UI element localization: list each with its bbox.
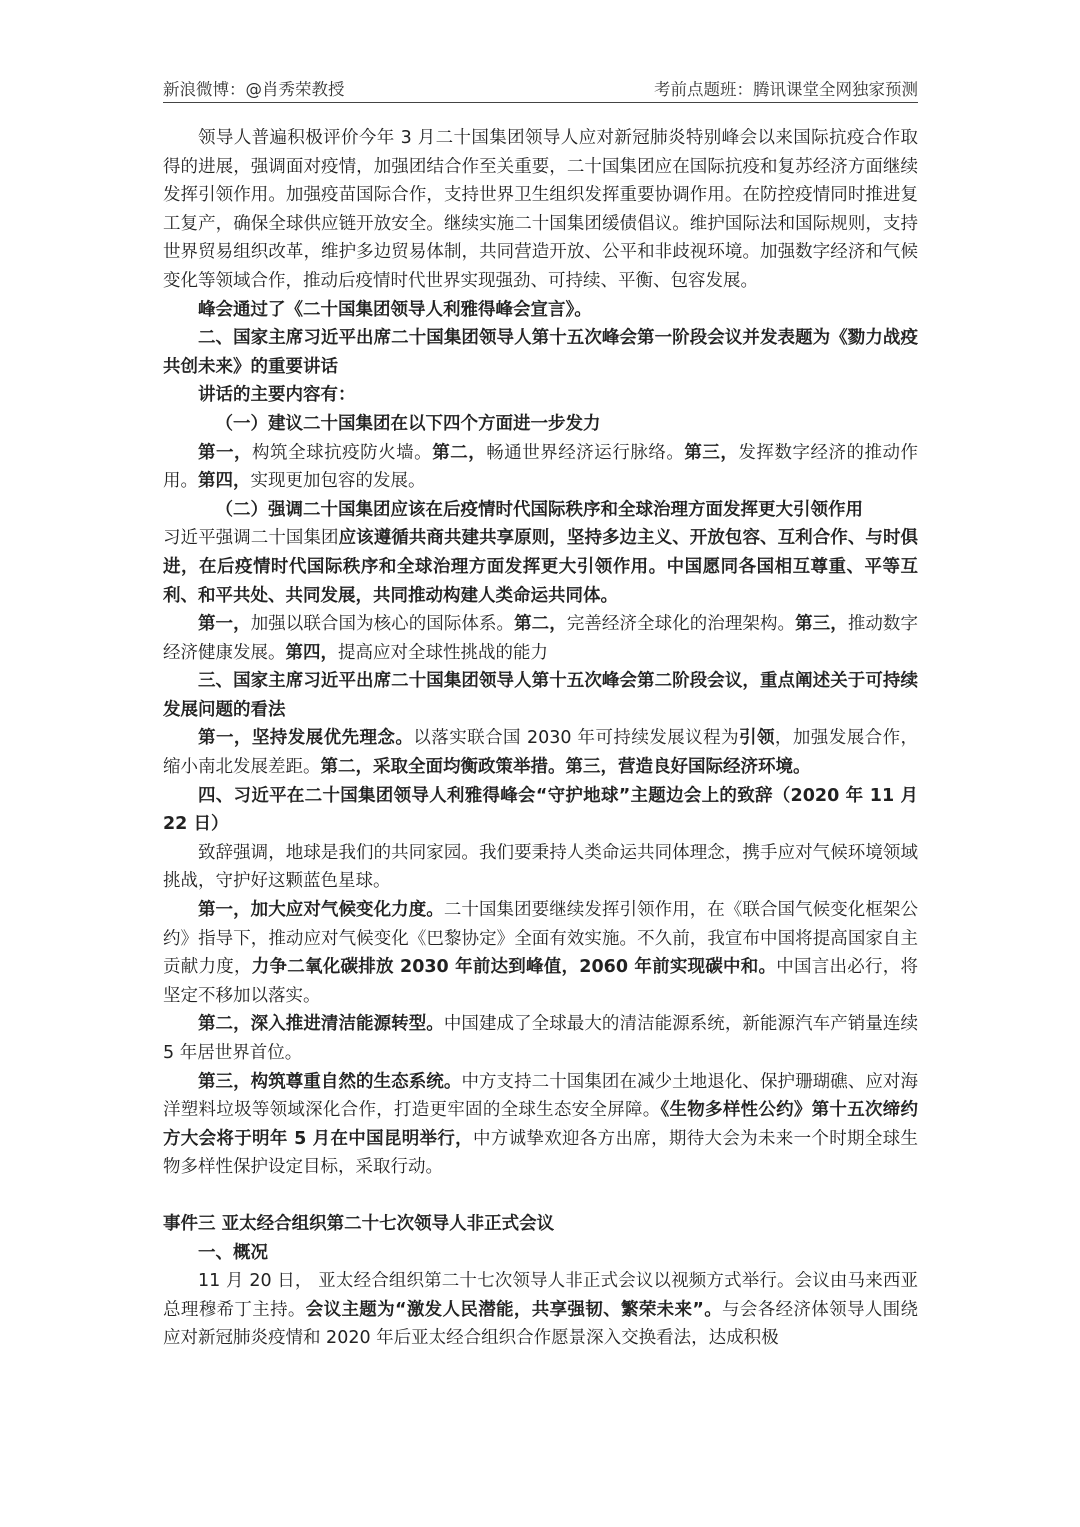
- paragraph-multilateralism: [163, 524, 918, 610]
- paragraph-clean-energy: [163, 1010, 918, 1067]
- first-text: 构筑全球抗疫防火墙。: [252, 442, 433, 463]
- paragraph-ecosystem: [163, 1068, 918, 1182]
- multilateralism-bold: 应该遵循共商共建共享原则，坚持多边主义、开放包容、互利合作、与时俱进，在后疫情时代国际秩序和全球治理方面发挥更大引领作用。中国愿同各国相互尊重、平等互利、和平共处、共同发展，共同推动构建人类命运共同体。: [163, 528, 919, 606]
- second-text: 完善经济全球化的治理架构。: [566, 614, 796, 635]
- apec-theme-bold: 会议主题为“激发人民潜能，共享强韧、繁荣未来”。: [305, 1299, 723, 1320]
- header-course-text: 考前点题班：腾讯课堂全网独家预测: [654, 80, 918, 99]
- multilateralism-lead: 习近平强调二十国集团: [163, 528, 339, 549]
- paragraph-apec-overview: [163, 1267, 918, 1353]
- second-marker: 第二，: [432, 442, 487, 463]
- paragraph-development: [163, 724, 918, 781]
- paragraph-leaders-evaluation: 领导人普遍积极评价今年 3 月二十国集团领导人应对新冠肺炎特别峰会以来国际抗疫合作取得的进展，强调面对疫情，加强团结合作至关重要，二十国集团应在国际抗疫和复苏经济方面继续发挥引领作用。加强疫苗国际合作，支持世界卫生组织发挥重要协调作用。在防控疫情同时推进复工复产，确保全球供应链开放安全。继续实施二十国集团缓债倡议。维护国际法和国际规则，支持世界贸易组织改革，维护多边贸易体制，共同营造开放、公平和非歧视环境。加强数字经济和气候变化等领域合作，推动后疫情时代世界实现强劲、可持续、平衡、包容发展。: [163, 128, 918, 291]
- biodiversity-bold: 《生物多样性公约》第十五次缔约方大会将于明年 5 月在中国昆明举行，: [163, 1100, 918, 1149]
- paragraph-earth-home: 致辞强调，地球是我们的共同家园。我们要秉持人类命运共同体理念，携手应对气候环境领域挑战，守护好这颗蓝色星球。: [163, 842, 918, 892]
- paragraph-climate: [163, 896, 918, 1010]
- development-lead-bold: 引领: [739, 728, 775, 749]
- second-text: 畅通世界经济运行脉络。: [486, 442, 685, 463]
- header-weibo-text: 新浪微博：@肖秀荣教授: [163, 80, 345, 99]
- overview-heading: 一、概况: [198, 1242, 268, 1263]
- paragraph-declaration: 峰会通过了《二十国集团领导人利雅得峰会宣言》。: [198, 299, 592, 320]
- development-first-text: 以落实联合国 2030 年可持续发展议程为: [413, 728, 740, 749]
- first-marker: 第一，: [198, 442, 253, 463]
- ecosystem-text: 中方支持二十国集团在减少土地退化、保护珊瑚礁、应对海洋塑料垃圾等领域深化合作，打造更牢固的全球生态安全屏障。: [163, 1071, 918, 1121]
- section-heading-4: 四、习近平在二十国集团领导人利雅得峰会“守护地球”主题边会上的致辞（2020 年 11 月 22 日）: [163, 785, 918, 835]
- section-gap: [163, 1182, 918, 1210]
- section-heading-3: 三、国家主席习近平出席二十国集团领导人第十五次峰会第二阶段会议，重点阐述关于可持续发展问题的看法: [163, 671, 918, 720]
- fourth-marker: 第四，: [198, 471, 251, 492]
- first-marker: 第一，: [198, 614, 251, 635]
- ecosystem-third-bold: 第三，构筑尊重自然的生态系统。: [198, 1071, 462, 1092]
- fourth-text: 提高应对全球性挑战的能力: [338, 642, 548, 663]
- development-cooperation-text: ，加强发展合作，缩小南北发展差距。: [163, 728, 919, 778]
- apec-intro-text: 11 月 20 日， 亚太经合组织第二十七次领导人非正式会议以视频方式举行。会议由马来西亚总理穆希丁主持。: [163, 1271, 918, 1320]
- energy-text: 中国建成了全球最大的清洁能源系统，新能源汽车产销量连续 5 年居世界首位。: [163, 1014, 918, 1063]
- page-header: [163, 76, 918, 103]
- third-text: 发挥数字经济的推动作用。: [163, 442, 919, 492]
- second-marker: 第二，: [514, 614, 567, 635]
- paragraph-un-system: [163, 610, 918, 667]
- climate-text: 二十国集团要继续发挥引领作用，在《联合国气候变化框架公约》指导下，推动应对气候变化《巴黎协定》全面有效实施。不久前，我宣布中国将提高国家自主贡献力度，: [163, 900, 918, 978]
- climate-first-bold: 第一，加大应对气候变化力度。: [198, 900, 444, 921]
- carbon-neutral-bold: 力争二氧化碳排放 2030 年前达到峰值，2060 年前实现碳中和。: [251, 957, 777, 978]
- development-first-bold: 第一，坚持发展优先理念。: [198, 728, 414, 749]
- first-text: 加强以联合国为核心的国际体系。: [250, 614, 515, 635]
- fourth-marker: 第四，: [285, 642, 338, 663]
- third-text: 推动数字经济健康发展。: [163, 614, 918, 663]
- third-marker: 第三，: [795, 614, 848, 635]
- event-three-heading: 事件三 亚太经合组织第二十七次领导人非正式会议: [163, 1213, 555, 1234]
- energy-second-bold: 第二，深入推进清洁能源转型。: [198, 1014, 444, 1035]
- biodiversity-text: 中方诚挚欢迎各方出席，期待大会为未来一个时期全球生物多样性保护设定目标，采取行动。: [163, 1128, 918, 1178]
- apec-discussion-text: 与会各经济体领导人围绕应对新冠肺炎疫情和 2020 年后亚太经合组织合作愿景深入交换看法，达成积极: [163, 1299, 918, 1349]
- subheading-1: （一）建议二十国集团在以下四个方面进一步发力: [215, 413, 601, 434]
- speech-content-label: 讲话的主要内容有：: [198, 385, 356, 406]
- third-marker: 第三，: [684, 442, 739, 463]
- section-heading-2: 二、国家主席习近平出席二十国集团领导人第十五次峰会第一阶段会议并发表题为《勠力战疫 共创未来》的重要讲话: [163, 328, 918, 377]
- paragraph-four-aspects: [163, 439, 918, 496]
- development-second-third-bold: 第二，采取全面均衡政策举措。第三，营造良好国际经济环境。: [320, 757, 811, 778]
- document-body: [163, 124, 918, 1353]
- climate-commitment-text: 中国言出必行，将坚定不移加以落实。: [163, 957, 919, 1006]
- fourth-text: 实现更加包容的发展。: [250, 471, 426, 492]
- subheading-2: （二）强调二十国集团应该在后疫情时代国际秩序和全球治理方面发挥更大引领作用: [215, 499, 863, 520]
